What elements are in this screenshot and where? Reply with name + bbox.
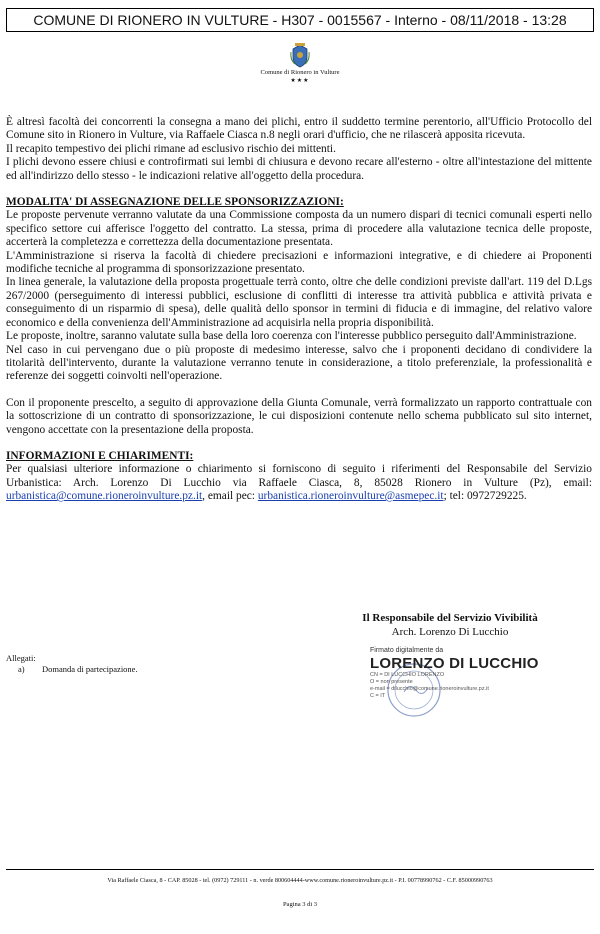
contact-text: ; tel: 0972729225. bbox=[443, 490, 527, 503]
contact-text: Per qualsiasi ulteriore informazione o chiarimento si forniscono di seguito i riferimenti del Responsabile del Servizio Urbanistica: Arch. Lorenzo Di Lucchio via Raffaele Ciasca, 8, 85028 Rionero in Vulture (Pz), email: bbox=[6, 463, 592, 489]
page-number: Pagina 3 di 3 bbox=[282, 901, 318, 908]
paragraph: In linea generale, la valutazione della proposta progettuale terrà conto, oltre che delle condizioni previste dall'art. 119 del D.Lgs 267/2000 (perseguimento di interessi pubblici, esclusione di conflitti di interesse tra attività pubblica e attività privata e conseguimento di un risparmio di spesa), delle qualità dello sponsor in termini di fiducia e di immagine, del relativo valore economico e della convenienza dell'Amministrazione ad acquisirla nella propria disponibilità. bbox=[6, 276, 592, 329]
section-heading: INFORMAZIONI E CHIARIMENTI: bbox=[6, 449, 194, 462]
signature-block bbox=[300, 611, 600, 639]
paragraph: È altresì facoltà dei concorrenti la consegna a mano dei plichi, entro il suddetto termine perentorio, all'Ufficio Protocollo del Comune sito in Rionero in Vulture, via Raffaele Ciasca n.8 negli orari d'ufficio, che ne rilascerà apposita ricevuta. bbox=[6, 116, 592, 142]
digital-signature-detail: e-mail = dilucchio@comune.rioneroinvulture.pz.it bbox=[370, 686, 489, 692]
document-body bbox=[6, 116, 592, 504]
digital-signature-name: LORENZO DI LUCCHIO bbox=[370, 655, 539, 672]
digital-signature-detail: C = IT bbox=[370, 693, 386, 699]
section-heading: MODALITA' DI ASSEGNAZIONE DELLE SPONSORIZZAZIONI: bbox=[6, 196, 344, 209]
footer-address: Via Raffaele Ciasca, 8 - CAP. 85028 - tel. (0972) 729111 - n. verde 800604444-www.comune.rioneroinvulture.pz.it - P.I. 00778990762 - C.F. 85000990763 bbox=[107, 877, 493, 884]
signer-name: Arch. Lorenzo Di Lucchio bbox=[391, 626, 509, 638]
paragraph: Le proposte, inoltre, saranno valutate sulla base della loro coerenza con l'interesse pubblico perseguito dall'Amministrazione. bbox=[6, 330, 577, 343]
attachments bbox=[6, 653, 138, 675]
attachment-text: Domanda di partecipazione. bbox=[42, 664, 138, 674]
paragraph: Le proposte pervenute verranno valutate da una Commissione composta da un numero dispari di tecnici comunali esperti nello specifico settore cui afferisce l'oggetto del contratto. La stessa, prima di procedere alla valutazione tecnica delle proposte, accerterà la completezza e correttezza della documentazione presentata. bbox=[6, 209, 592, 249]
paragraph: I plichi devono essere chiusi e controfirmati sui lembi di chiusura e devono recare all'esterno - oltre all'intestazione del mittente ed all'indirizzo dello stesso - le indicazioni relative all'oggetto della procedura. bbox=[6, 156, 592, 182]
digital-signature-caption: Firmato digitalmente da bbox=[370, 647, 444, 654]
paragraph: Il recapito tempestivo dei plichi rimane ad esclusivo rischio dei mittenti. bbox=[6, 142, 336, 155]
email-link[interactable]: urbanistica@comune.rioneroinvulture.pz.it bbox=[6, 490, 203, 503]
digital-signature-detail: O = non presente bbox=[370, 679, 413, 685]
paragraph: Con il proponente prescelto, a seguito di approvazione della Giunta Comunale, verrà formalizzato un rapporto contrattuale con la sottoscrizione di un contratto di sponsorizzazione, le cui disposizioni contenute nello schema pubblicato sul sito internet, vengono accettate con la presentazione della proposta. bbox=[6, 396, 592, 436]
paragraph: Nel caso in cui pervengano due o più proposte di medesimo interesse, salvo che i proponenti decidano di condividere la titolarità dell'intervento, durante la valutazione verranno tenute in considerazione, a titolo preferenziale, la professionalità e referenze dei soggetti coinvolti nell'operazione. bbox=[6, 343, 592, 383]
protocol-banner: COMUNE DI RIONERO IN VULTURE - H307 - 0015567 - Interno - 08/11/2018 - 13:28 bbox=[6, 8, 594, 32]
issuer-name: Comune di Rionero in Vulture bbox=[260, 69, 340, 76]
paragraph: L'Amministrazione si riserva la facoltà di chiedere precisazioni e informazioni integrative, e di chiedere ai Proponenti modifiche tecniche al programma di sponsorizzazione presentato. bbox=[6, 249, 592, 276]
attachment-letter: a) bbox=[18, 664, 25, 674]
signer-role: Il Responsabile del Servizio Vivibilità bbox=[362, 612, 538, 624]
pec-email-link[interactable]: urbanistica.rioneroinvulture@asmepec.it bbox=[257, 490, 444, 503]
attachments-label: Allegati: bbox=[6, 653, 36, 663]
contact-text: , email pec: bbox=[202, 490, 258, 503]
decorative-stars: ★★★ bbox=[290, 78, 310, 84]
footer-divider bbox=[6, 869, 594, 870]
digital-signature bbox=[370, 647, 570, 717]
digital-signature-detail: CN = DI LUCCHIO LORENZO bbox=[370, 672, 445, 678]
list-item bbox=[6, 664, 138, 675]
coat-of-arms-icon bbox=[289, 42, 311, 68]
contact-paragraph bbox=[6, 463, 592, 503]
